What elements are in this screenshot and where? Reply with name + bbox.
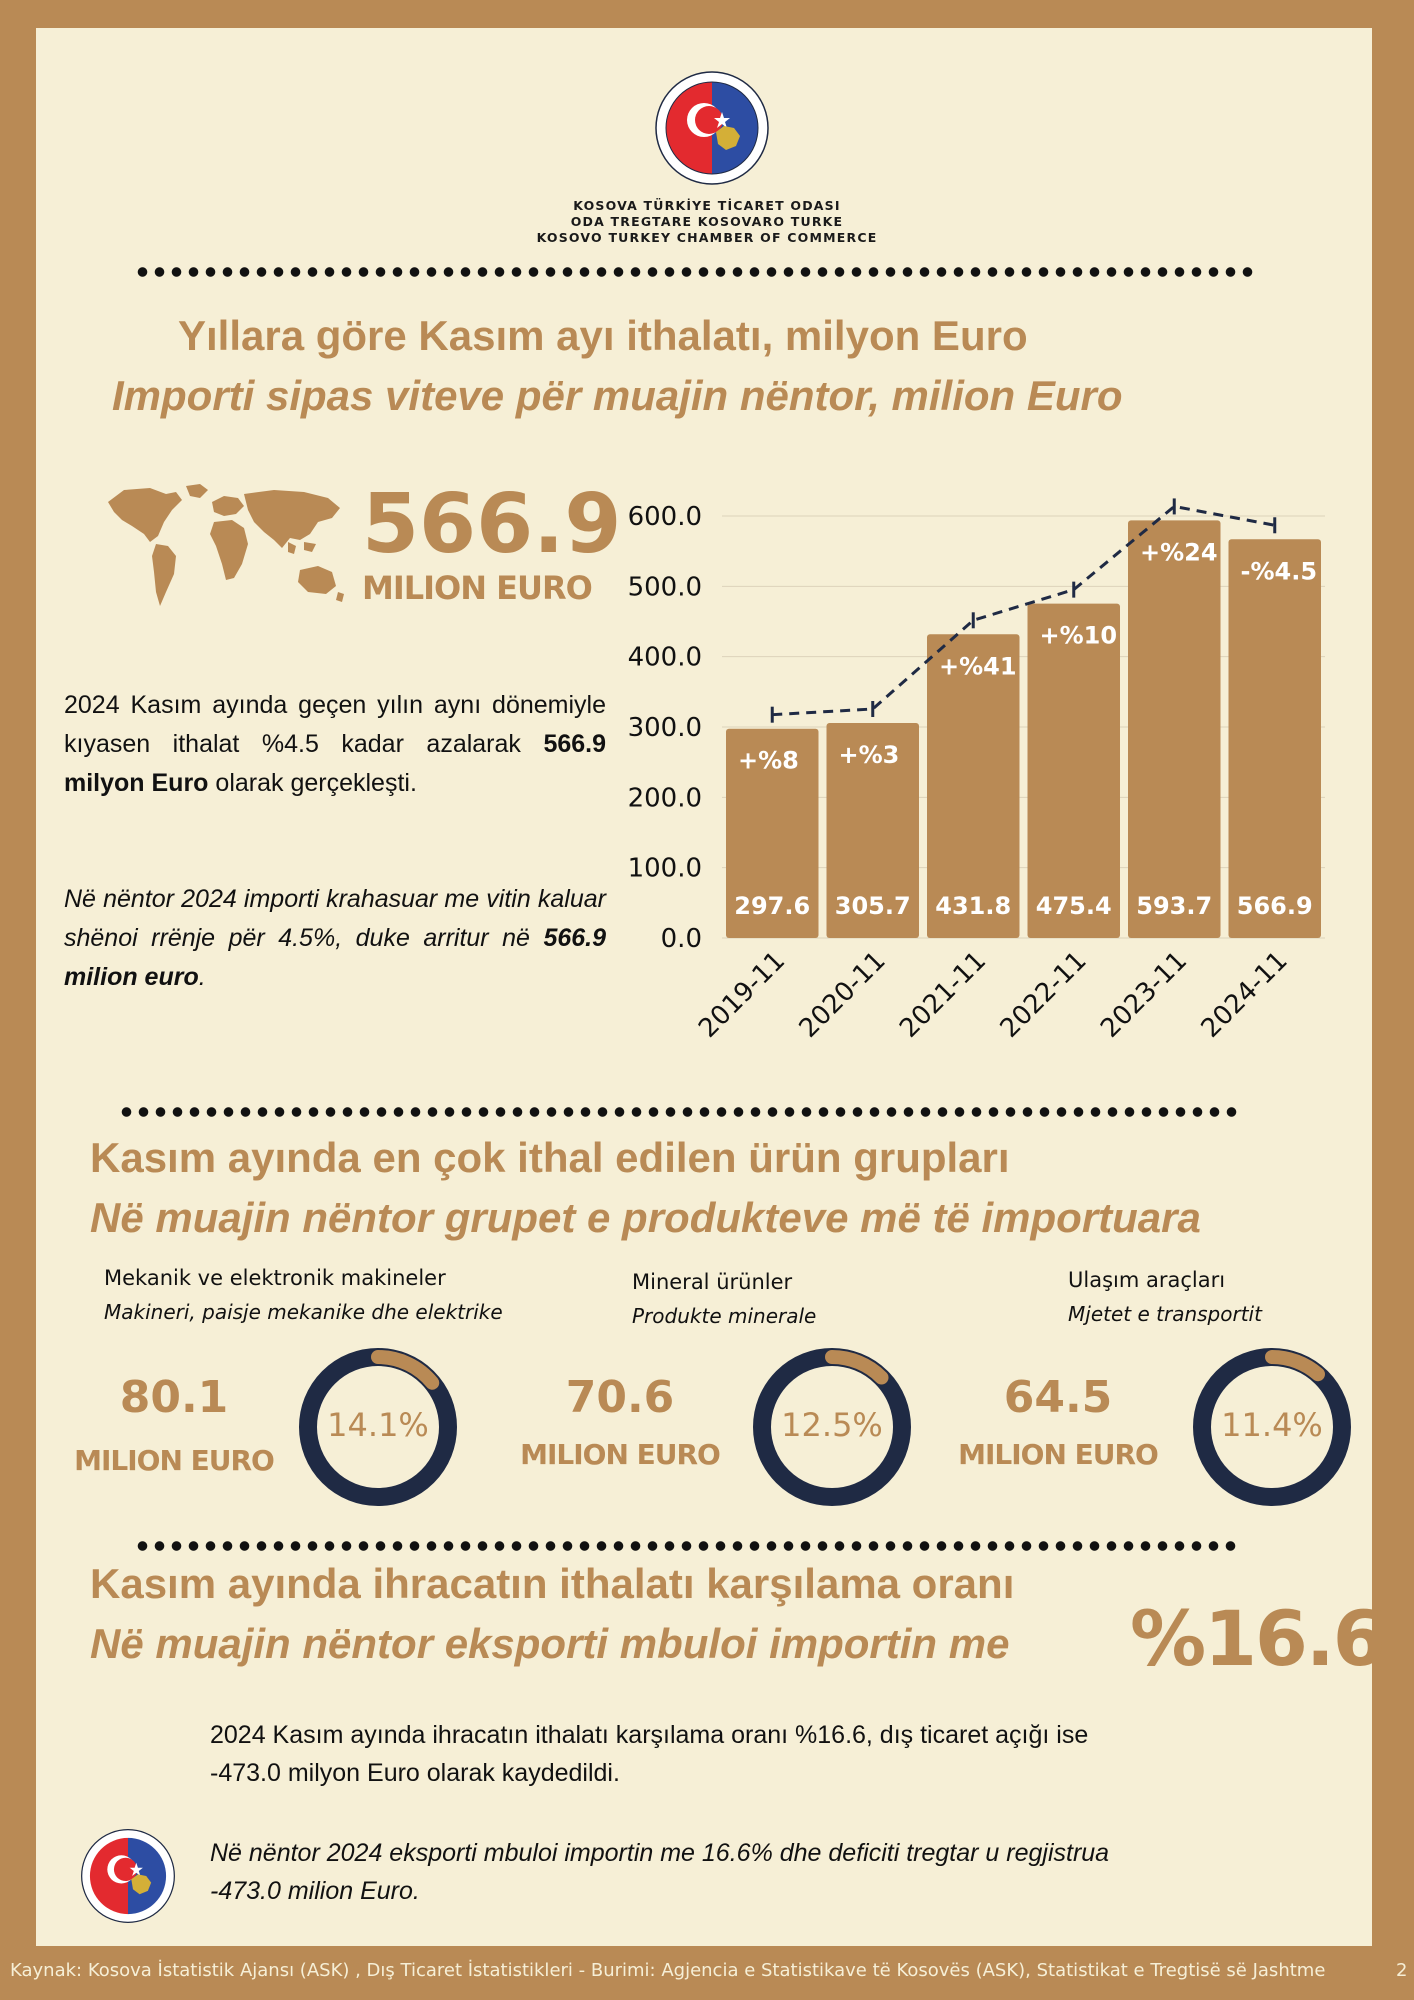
group-3-unit: MILION EURO — [958, 1438, 1158, 1471]
kpi-unit: MILION EURO — [362, 569, 592, 607]
group-3-name-sq: Mjetet e transportit — [1068, 1302, 1262, 1326]
bar-change-label: +%8 — [738, 746, 799, 775]
bar-change-label: +%10 — [1039, 621, 1118, 650]
chamber-logo — [654, 70, 770, 186]
section1-paragraph-tr — [64, 686, 606, 803]
section3-title-tr: Kasım ayında ihracatın ithalatı karşılama oranı — [90, 1560, 1015, 1607]
bar-value-label: 431.8 — [935, 892, 1012, 920]
group-1-value: 80.1 — [119, 1372, 229, 1423]
group-3-value: 64.5 — [1003, 1372, 1113, 1423]
section1-paragraph-sq-bold: 566.9 milion euro — [64, 924, 606, 991]
section1-paragraph-sq-text: Në nëntor 2024 importi krahasuar me vitin kaluar shënoi rrënje për 4.5%, duke arritur në — [64, 885, 606, 952]
x-tick-label: 2023-11 — [1095, 945, 1194, 1044]
coverage-ratio: %16.6 — [1130, 1594, 1384, 1683]
y-tick-label: 400.0 — [627, 642, 702, 673]
bar-value-label: 566.9 — [1236, 892, 1313, 920]
group-1-name-sq: Makineri, paisje mekanike dhe elektrike — [104, 1300, 503, 1324]
section3-title-sq: Në muajin nëntor eksporti mbuloi importin me — [90, 1620, 1010, 1667]
group-1-share-label: 14.1% — [327, 1406, 429, 1444]
x-tick-label: 2020-11 — [793, 945, 892, 1044]
divider-3 — [134, 1540, 1240, 1552]
bar-change-label: -%4.5 — [1240, 557, 1318, 586]
org-name-en: KOSOVO TURKEY CHAMBER OF COMMERCE — [536, 230, 878, 245]
org-name-sq: ODA TREGTARE KOSOVARO TURKE — [570, 214, 844, 229]
group-2-unit: MILION EURO — [520, 1438, 720, 1471]
section2-title-tr: Kasım ayında en çok ithal edilen ürün grupları — [90, 1134, 1010, 1181]
section3-paragraph-tr-line2: -473.0 milyon Euro olarak kaydedildi. — [210, 1759, 620, 1787]
divider-2 — [118, 1106, 1240, 1118]
section2-title-sq: Në muajin nëntor grupet e produkteve më të importuara — [90, 1194, 1201, 1241]
section1-paragraph-tr-bold: 566.9 milyon Euro — [64, 730, 606, 797]
bar-change-label: +%3 — [838, 740, 900, 769]
section3-paragraph-sq-line2: -473.0 milion Euro. — [210, 1877, 420, 1905]
org-name-tr: KOSOVA TÜRKİYE TİCARET ODASI — [573, 198, 841, 213]
section1-paragraph-tr-end: olarak gerçekleşti. — [215, 769, 417, 797]
footer — [0, 1960, 1414, 1990]
kpi-value: 566.9 — [362, 477, 622, 572]
group-1-unit: MILION EURO — [74, 1444, 274, 1477]
section3-paragraph-sq-line1: Në nëntor 2024 eksporti mbuloi importin me 16.6% dhe deficiti tregtar u regjistrua — [210, 1839, 1110, 1867]
x-tick-label: 2019-11 — [693, 945, 792, 1044]
group-2-value: 70.6 — [565, 1372, 675, 1423]
section3-paragraph-tr-line1: 2024 Kasım ayında ihracatın ithalatı karşılama oranı %16.6, dış ticaret açığı ise — [210, 1721, 1089, 1749]
bar-2024-11 — [1229, 539, 1322, 938]
bar-change-label: +%24 — [1140, 538, 1218, 567]
x-tick-label: 2024-11 — [1195, 945, 1294, 1044]
y-tick-label: 0.0 — [660, 924, 702, 954]
footer-page-number: 2 — [1396, 1960, 1408, 1981]
bar-value-label: 475.4 — [1035, 892, 1112, 920]
bar-2022-11 — [1028, 604, 1121, 938]
bar-2023-11 — [1128, 520, 1221, 938]
imports-bar-chart — [610, 480, 1340, 1060]
group-1-name-tr: Mekanik ve elektronik makineler — [104, 1266, 446, 1290]
divider-1 — [134, 266, 1256, 278]
group-2-name-sq: Produkte minerale — [632, 1304, 817, 1328]
section1-paragraph-sq — [64, 880, 606, 997]
group-3-name-tr: Ulaşım araçları — [1068, 1268, 1226, 1292]
footer-source: Kaynak: Kosova İstatistik Ajansı (ASK) , Dış Ticaret İstatistikleri - Burimi: Agjencia e Statistikave të Kosovës (ASK), Statistikat e Tregtisë së Jashtme — [10, 1960, 1326, 1981]
bar-value-label: 305.7 — [834, 892, 911, 920]
bar-change-label: +%41 — [939, 652, 1017, 681]
group-2-share-label: 12.5% — [781, 1406, 883, 1444]
chamber-logo-small — [80, 1828, 176, 1924]
y-tick-label: 100.0 — [627, 853, 702, 884]
y-tick-label: 300.0 — [627, 713, 702, 743]
section1-title-tr: Yıllara göre Kasım ayı ithalatı, milyon Euro — [178, 312, 1028, 359]
section3-paragraph-sq — [210, 1834, 1330, 1910]
section3-paragraph-tr — [210, 1716, 1330, 1792]
y-tick-label: 200.0 — [627, 783, 702, 814]
x-tick-label: 2021-11 — [894, 945, 993, 1044]
section1-title-sq: Importi sipas viteve për muajin nëntor, milion Euro — [112, 372, 1123, 419]
section1-paragraph-sq-end: . — [198, 963, 206, 991]
group-2-name-tr: Mineral ürünler — [632, 1270, 793, 1294]
x-tick-label: 2022-11 — [994, 945, 1093, 1044]
bar-value-label: 297.6 — [734, 892, 811, 920]
group-3-share-label: 11.4% — [1221, 1406, 1323, 1444]
bar-value-label: 593.7 — [1136, 892, 1213, 920]
section1-paragraph-tr-text: 2024 Kasım ayında geçen yılın aynı dönemiyle kıyasen ithalat %4.5 kadar azalarak — [64, 691, 606, 758]
y-tick-label: 600.0 — [627, 502, 702, 532]
y-tick-label: 500.0 — [627, 572, 702, 603]
world-map-icon — [104, 482, 348, 614]
